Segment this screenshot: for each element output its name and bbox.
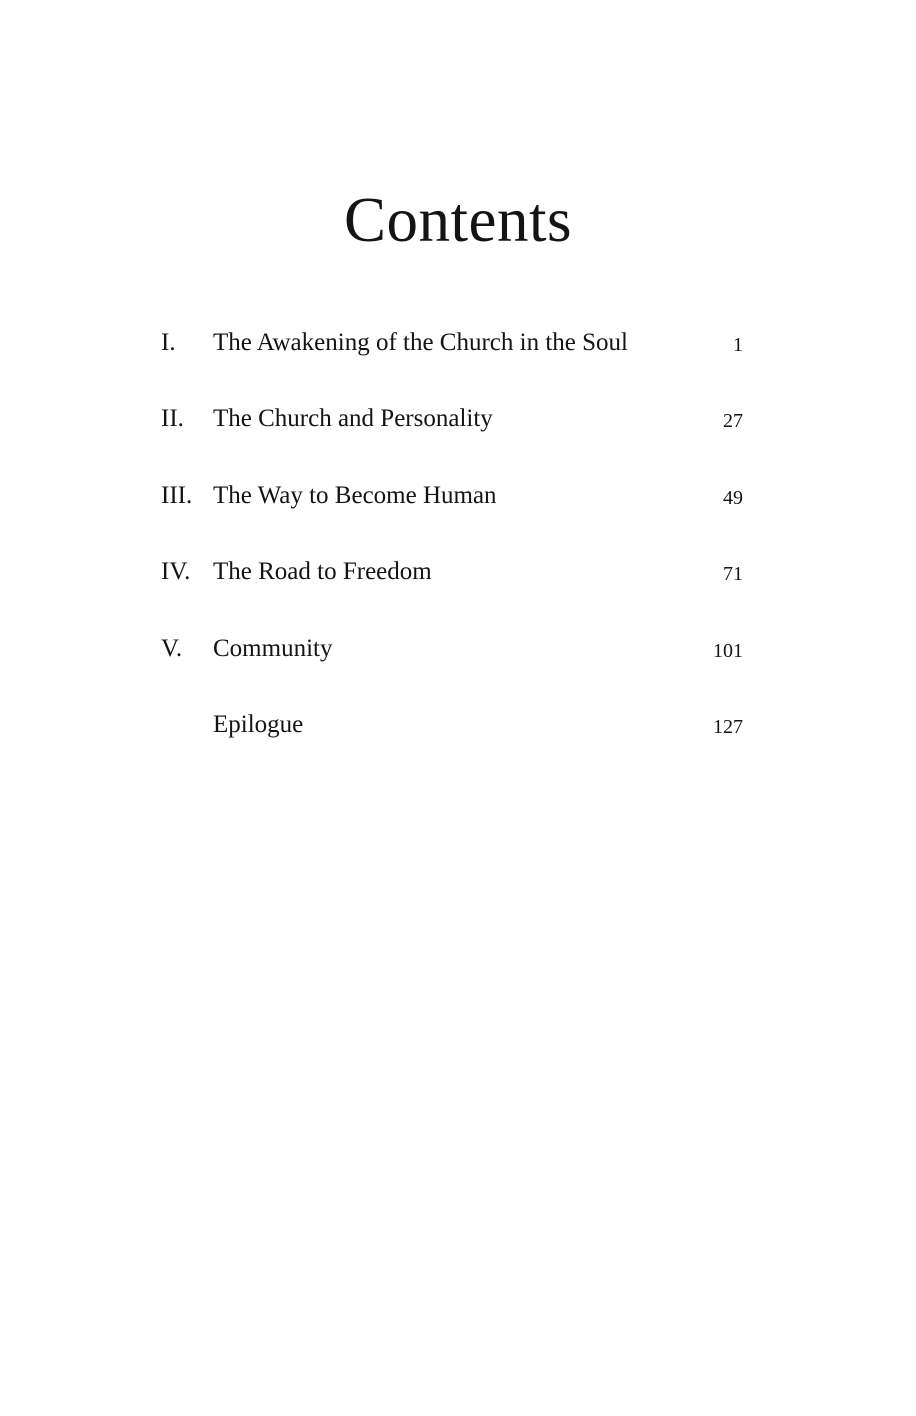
chapter-numeral: V. [161, 634, 183, 662]
table-of-contents [161, 322, 743, 780]
chapter-title: The Road to Freedom [213, 558, 432, 586]
toc-entry-epilogue[interactable] [161, 704, 743, 780]
toc-entry[interactable] [161, 475, 743, 551]
page-number: 127 [713, 715, 743, 738]
chapter-title: Community [213, 634, 333, 662]
toc-entry[interactable] [161, 398, 743, 474]
toc-entry[interactable] [161, 322, 743, 398]
page-number: 1 [733, 334, 743, 356]
chapter-title: The Awakening of the Church in the Soul [213, 329, 628, 356]
page-number: 27 [723, 410, 743, 433]
chapter-numeral: III. [161, 481, 193, 509]
page-title: Contents [343, 185, 572, 255]
page-number: 49 [723, 486, 743, 509]
chapter-numeral: I. [161, 329, 176, 356]
chapter-title: The Church and Personality [213, 405, 493, 433]
page-number: 101 [713, 639, 743, 662]
toc-entry[interactable] [161, 628, 743, 704]
chapter-numeral: IV. [161, 558, 191, 586]
chapter-numeral: II. [161, 405, 184, 433]
toc-entry[interactable] [161, 551, 743, 627]
page-number: 71 [723, 563, 743, 586]
chapter-title: The Way to Become Human [213, 481, 497, 509]
chapter-title: Epilogue [213, 710, 304, 738]
